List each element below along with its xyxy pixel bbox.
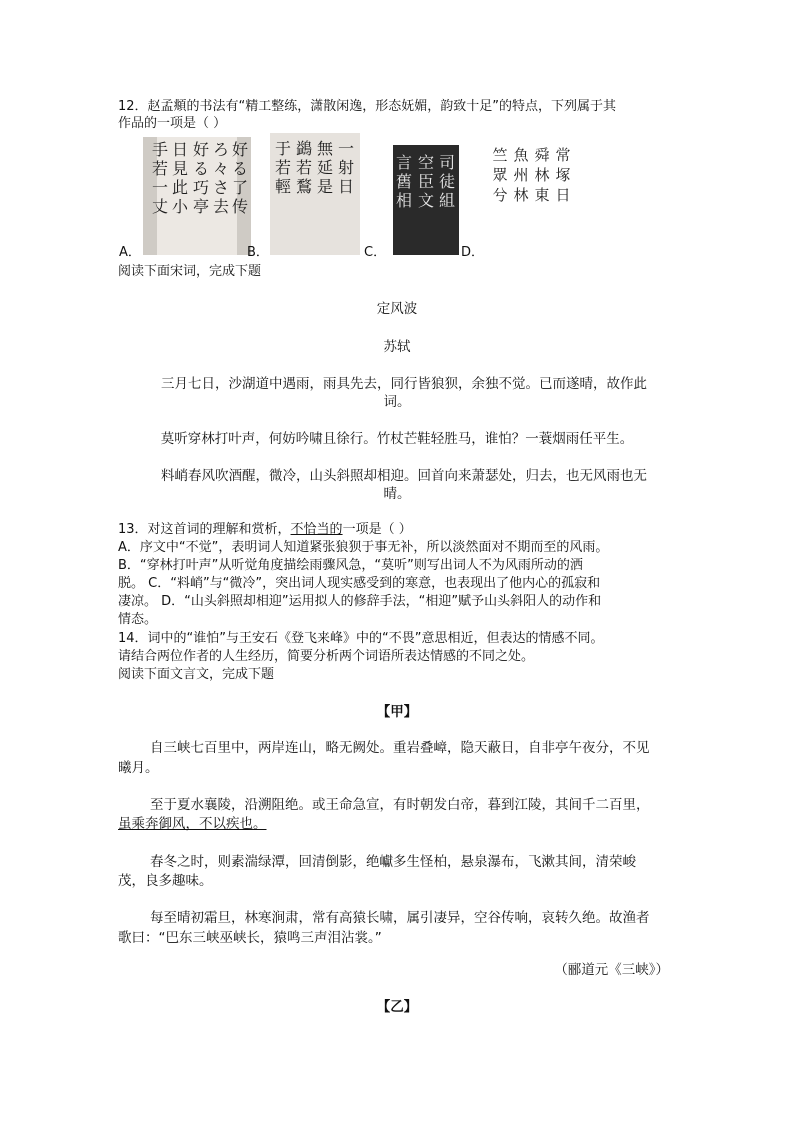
poem-stanza-1: 莫听穿林打叶声，何妨吟啸且徐行。竹杖芒鞋轻胜马，谁怕？一蓑烟雨任平生。 — [160, 431, 634, 447]
section-yi-heading: 【乙】 — [376, 999, 418, 1015]
calligraphy-column: 無 延 是 — [316, 139, 333, 196]
calligraphy-column: 日 見 此 小 — [171, 140, 188, 216]
calligraphy-column: 竺 眾 兮 — [492, 146, 508, 204]
calligraphy-image-b — [270, 133, 360, 255]
poem-title: 定风波 — [376, 301, 418, 317]
q13-option-d: 凄凉。 D．“山头斜照却相迎”运用拟人的修辞手法，“相迎”赋予山头斜阳人的动作和 — [118, 594, 602, 609]
option-a-label: A． — [119, 245, 141, 260]
q13-stem: 13．对这首词的理解和赏析，不恰当的一项是（ ） — [118, 522, 412, 537]
q12-line1: 12．赵孟頫的书法有“精工整练，潇散闲逸，形态妩媚，韵致十足”的特点，下列属于其 — [118, 99, 617, 114]
reading-intro-ci: 阅读下面宋词，完成下题 — [118, 264, 262, 279]
calligraphy-column: 一 射 日 — [337, 139, 354, 196]
option-d-label: D． — [461, 245, 485, 260]
q12-line2: 作品的一项是（ ） — [118, 116, 227, 131]
q13-option-a: A．序文中“不觉”，表明词人知道紧张狼狈于事无补，所以淡然面对不期而至的风雨。 — [118, 540, 609, 555]
calligraphy-image-a — [143, 137, 251, 255]
jia-paragraph-2: 至于夏水襄陵，沿溯阻绝。或王命急宣，有时朝发白帝，暮到江陵，其间千二百里， — [150, 797, 650, 813]
jia-paragraph-1-end: 曦月。 — [118, 760, 159, 776]
calligraphy-column: 言 舊 相 — [395, 153, 412, 210]
calligraphy-column: 于 若 輕 — [274, 139, 291, 196]
calligraphy-column: 手 若 一 丈 — [151, 140, 168, 216]
calligraphy-column: 好 る 了 传 — [231, 140, 248, 216]
calligraphy-column: ろ 々 さ 去 — [212, 140, 229, 216]
poem-author: 苏轼 — [383, 339, 411, 355]
poem-stanza-2-end: 晴。 — [383, 486, 411, 502]
poem-stanza-2: 料峭春风吹酒醒，微冷，山头斜照却相迎。回首向来萧瑟处，归去，也无风雨也无 — [161, 468, 647, 484]
jia-paragraph-3: 春冬之时，则素湍绿潭，回清倒影，绝巘多生怪柏，悬泉瀑布，飞漱其间，清荣峻 — [150, 854, 636, 870]
q13-option-c: 脱。 C．“料峭”与“微冷”，突出词人现实感受到的寒意，也表现出了他内心的孤寂和 — [118, 576, 601, 591]
reading-intro-wen: 阅读下面文言文，完成下题 — [118, 667, 275, 682]
jia-source: （郦道元《三峡》） — [554, 962, 669, 978]
poem-preface: 三月七日，沙湖道中遇雨，雨具先去，同行皆狼狈，余独不觉。已而遂晴，故作此 — [161, 376, 647, 392]
q13-option-d-end: 情态。 — [118, 612, 158, 627]
jia-paragraph-4: 每至晴初霜旦，林寒涧肃，常有高猿长啸，属引凄异，空谷传响，哀转久绝。故渔者 — [150, 910, 650, 926]
jia-paragraph-2-underlined: 虽乘奔御风，不以疾也。 — [118, 816, 267, 832]
calligraphy-column: 常 塚 日 — [555, 146, 571, 204]
option-c-label: C． — [364, 245, 387, 260]
calligraphy-column: 舜 林 東 — [534, 146, 550, 204]
jia-paragraph-4-end: 歌曰：“巴东三峡巫峡长，猿鸣三声泪沾裳。” — [118, 930, 382, 946]
q13-option-b: B．“穿林打叶声”从听觉角度描绘雨骤风急，“莫听”则写出词人不为风雨所动的洒 — [118, 558, 583, 573]
q14-line2: 请结合两位作者的人生经历，简要分析两个词语所表达情感的不同之处。 — [118, 649, 535, 664]
jia-paragraph-3-end: 茂，良多趣味。 — [118, 873, 213, 889]
section-jia-heading: 【甲】 — [376, 704, 418, 720]
calligraphy-column: 好 る 巧 亭 — [192, 140, 209, 216]
q14-line1: 14．词中的“谁怕”与王安石《登飞来峰》中的“不畏”意思相近，但表达的情感不同。 — [118, 631, 604, 646]
calligraphy-column: 鷁 若 鶩 — [295, 139, 312, 196]
calligraphy-image-d — [489, 145, 575, 245]
poem-preface-end: 词。 — [383, 394, 411, 410]
calligraphy-image-c — [393, 145, 459, 255]
jia-paragraph-1: 自三峡七百里中，两岸连山，略无阙处。重岩叠嶂，隐天蔽日，自非亭午夜分，不见 — [150, 740, 650, 756]
calligraphy-column: 空 臣 文 — [417, 153, 434, 210]
calligraphy-column: 魚 州 林 — [513, 146, 529, 204]
calligraphy-column: 司 徒 組 — [438, 153, 455, 210]
option-b-label: B． — [247, 245, 269, 260]
